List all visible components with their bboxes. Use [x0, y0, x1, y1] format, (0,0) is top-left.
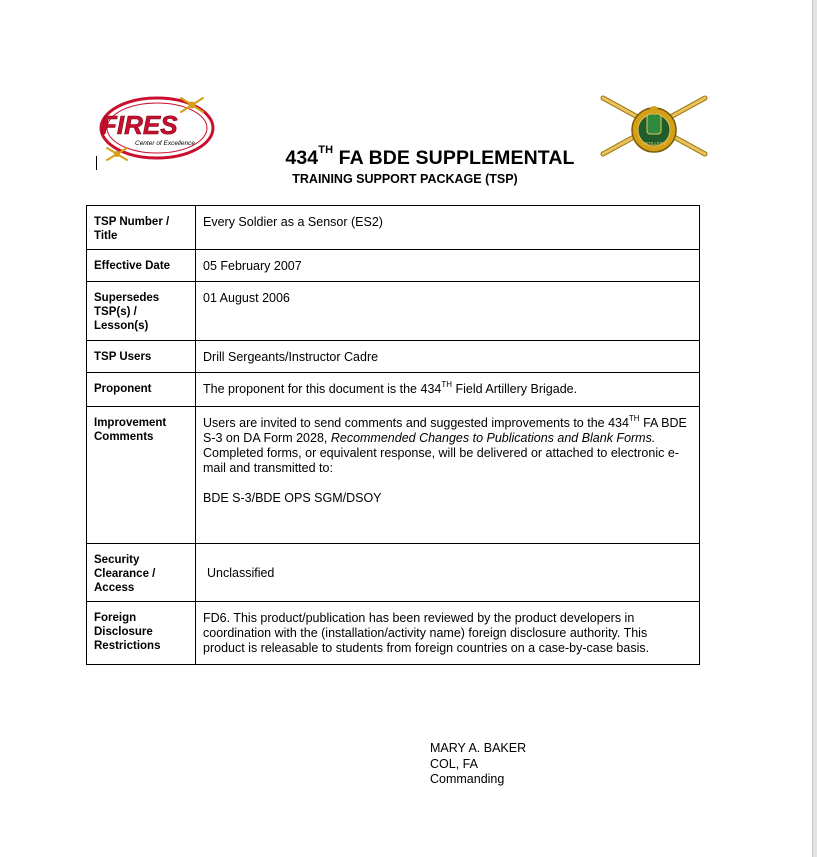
row-label: Security Clearance / Access	[87, 544, 196, 602]
table-row	[87, 250, 700, 282]
table-row	[87, 373, 700, 407]
row-label: Proponent	[87, 373, 196, 407]
row-value: 05 February 2007	[196, 250, 700, 282]
improvement-text: Users are invited to send comments and suggested improvements to the 434TH FA BDE S-3 on DA Form 2028, Recommended Changes to Publications and Blank Forms. Completed forms, or equivalent response, will be delivered or attached to electronic e-mail and transmitted to:	[203, 414, 687, 475]
page-edge	[812, 0, 817, 857]
row-label: TSP Number / Title	[87, 206, 196, 250]
row-value: FD6. This product/publication has been reviewed by the product developers in coordination with the (installation/activity name) foreign disclosure authority. This product is releasable to students from foreign countries on a case-by-case basis.	[196, 602, 700, 665]
fires-logo-tagline: Center of Excellence	[135, 140, 195, 147]
signature-block	[430, 741, 526, 788]
table-row	[87, 602, 700, 665]
row-value: Every Soldier as a Sensor (ES2)	[196, 206, 700, 250]
row-value: Drill Sergeants/Instructor Cadre	[196, 341, 700, 373]
tsp-info-table	[86, 205, 700, 665]
table-row	[87, 206, 700, 250]
row-value: 01 August 2006	[196, 282, 700, 341]
signature-position: Commanding	[430, 772, 505, 786]
row-value	[196, 407, 700, 544]
table-row	[87, 282, 700, 341]
signature-rank: COL, FA	[430, 756, 478, 771]
table-row	[87, 544, 700, 602]
row-label: TSP Users	[87, 341, 196, 373]
row-label: Effective Date	[87, 250, 196, 282]
row-label: Improvement Comments	[87, 407, 196, 544]
document-subtitle: TRAINING SUPPORT PACKAGE (TSP)	[292, 172, 518, 186]
row-label: Supersedes TSP(s) / Lesson(s)	[87, 282, 196, 341]
row-label: Foreign Disclosure Restrictions	[87, 602, 196, 665]
row-value: The proponent for this document is the 434TH Field Artillery Brigade.	[196, 373, 700, 407]
table-row	[87, 407, 700, 544]
table-row	[87, 341, 700, 373]
row-value: Unclassified	[196, 544, 700, 602]
insignia-text: ARTILLERY	[641, 141, 667, 146]
fires-logo-word: FIRES	[101, 110, 178, 140]
improvement-address: BDE S-3/BDE OPS SGM/DSOY	[203, 491, 382, 505]
document-title: 434TH FA BDE SUPPLEMENTAL	[285, 144, 575, 169]
signature-name: MARY A. BAKER	[430, 741, 527, 755]
text-cursor	[96, 156, 97, 170]
